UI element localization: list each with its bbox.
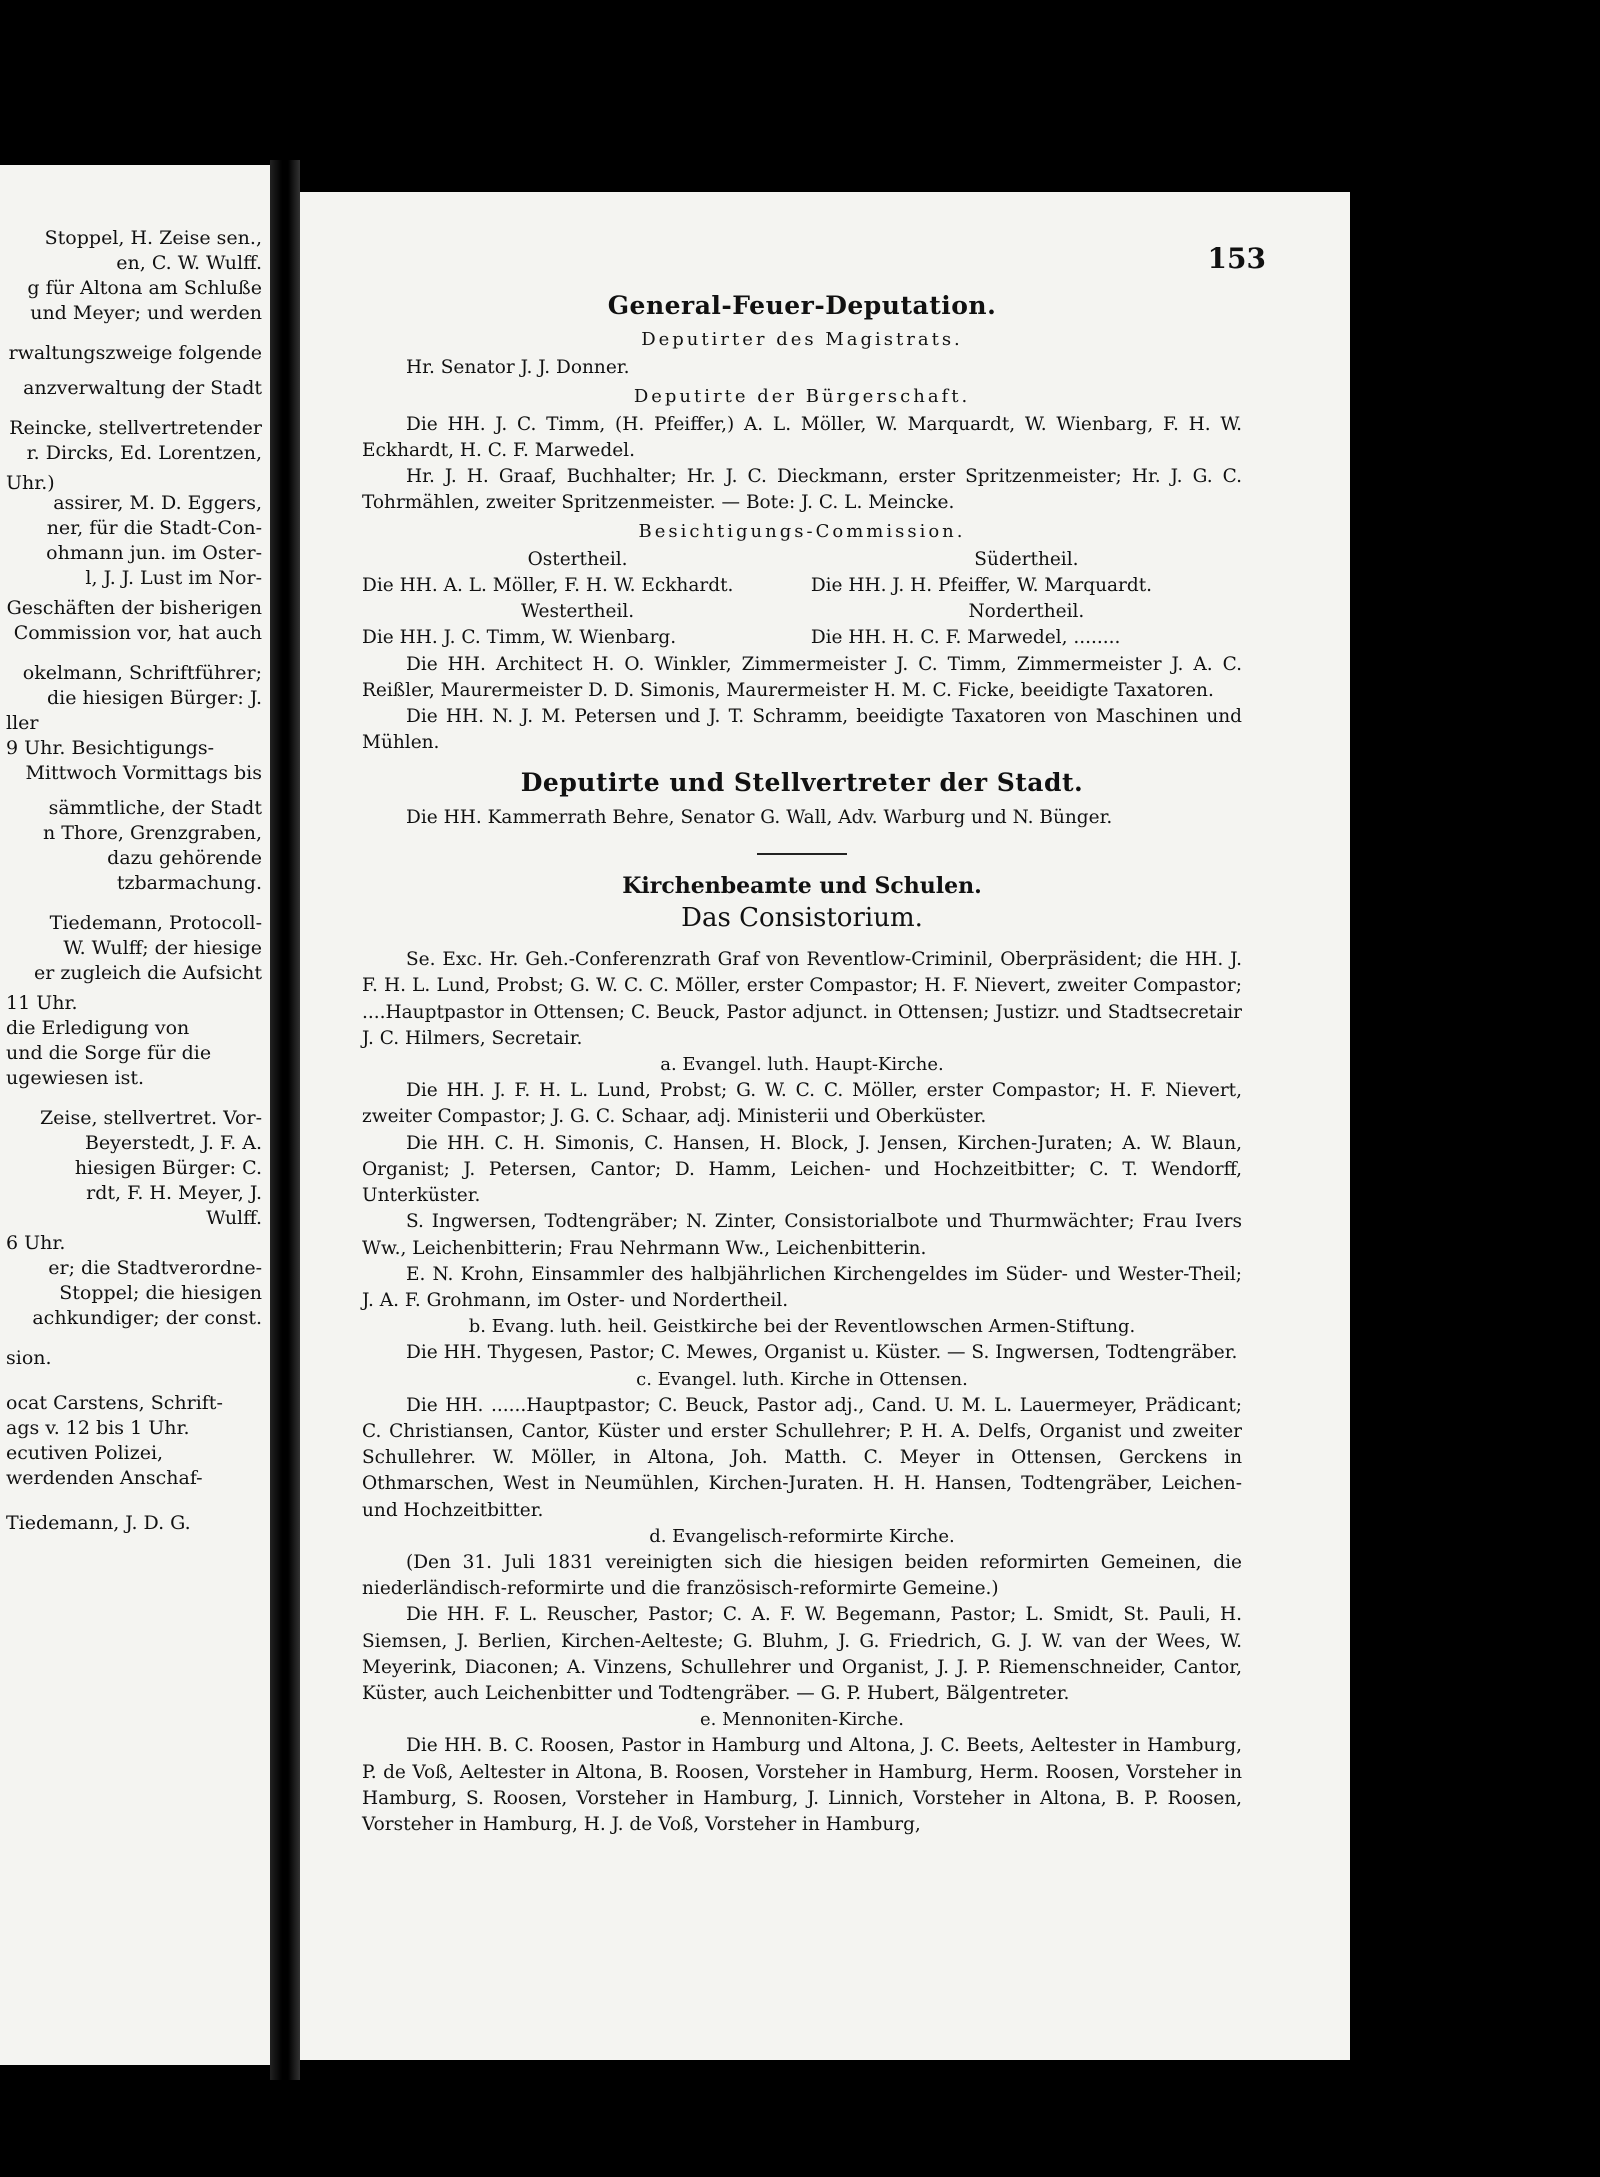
- left-page-line: rdt, F. H. Meyer, J.: [86, 1182, 262, 1204]
- section-divider: [757, 853, 847, 855]
- book-gutter: [270, 160, 300, 2080]
- district-head: Südertheil.: [974, 548, 1079, 570]
- paragraph: Die HH. F. L. Reuscher, Pastor; C. A. F. W. Begemann, Pastor; L. Smidt, St. Pauli, H. Siemsen, J. Berlien, Kirchen-Aelteste; G. Bluhm, J. G. Friedrich, G. J. W. van der Wees, W. Meyerink, Diaconen; A. Vinzens, Schullehrer und Organist, J. J. P. Riemenschneider, Cantor, Küster, auch Leichenbitter und Todtengräber. — G. P. Hubert, Bälgentreter.: [362, 1604, 1242, 1704]
- paragraph: Die HH. Architect H. O. Winkler, Zimmermeister J. C. Timm, Zimmermeister J. A. C. Reißler, Maurermeister D. D. Simonis, Maurermeister H. M. C. Ficke, beeidigte Taxatoren.: [362, 653, 1242, 701]
- left-page-line: Wulff.: [206, 1207, 262, 1229]
- section-title-deputirte: Deputirte und Stellvertreter der Stadt.: [520, 768, 1084, 798]
- left-page-line: ller: [6, 712, 39, 734]
- left-page-line: 11 Uhr.: [6, 992, 78, 1014]
- left-page-line: Commission vor, hat auch: [13, 622, 262, 644]
- district-columns: [362, 547, 1242, 652]
- paragraph: Die HH. Kammerrath Behre, Senator G. Wall, Adv. Warburg und N. Bünger.: [406, 806, 1113, 828]
- left-page-line: achkundiger; der const.: [32, 1307, 262, 1329]
- paragraph: Die HH. J. C. Timm, (H. Pfeiffer,) A. L. Möller, W. Marquardt, W. Wienbarg, F. H. W. Eckhardt, H. C. F. Marwedel.: [362, 413, 1242, 462]
- paragraph: Hr. J. H. Graaf, Buchhalter; Hr. J. C. Dieckmann, erster Spritzenmeister; Hr. J. G. C. Tohrmählen, zweiter Spritzenmeister. — Bote: J. C. L. Meincke.: [362, 466, 1242, 514]
- church-heading-e: e. Mennoniten-Kirche.: [700, 1709, 904, 1731]
- paragraph: Die HH. Thygesen, Pastor; C. Mewes, Organist u. Küster. — S. Ingwersen, Todtengräber.: [406, 1342, 1238, 1364]
- section-title-kirchen: Kirchenbeamte und Schulen.: [622, 872, 982, 899]
- paragraph: Die HH. N. J. M. Petersen und J. T. Schramm, beeidigte Taxatoren von Maschinen und Mühlen.: [362, 706, 1242, 754]
- left-page-line: Stoppel, H. Zeise sen.,: [44, 227, 262, 249]
- paragraph: Hr. Senator J. J. Donner.: [406, 357, 630, 379]
- left-page-line: r. Dircks, Ed. Lorentzen,: [26, 442, 262, 464]
- left-page-line: sämmtliche, der Stadt: [48, 797, 262, 819]
- left-page-line: g für Altona am Schluße: [27, 277, 262, 299]
- left-page-line: ocat Carstens, Schrift-: [6, 1392, 223, 1414]
- paragraph: Die HH. J. F. H. L. Lund, Probst; G. W. C. C. Möller, erster Compastor; H. F. Nievert, zweiter Compastor; J. G. C. Schaar, adj. Ministerii und Oberküster.: [362, 1080, 1242, 1128]
- left-page: [0, 165, 270, 2065]
- left-page-line: n Thore, Grenzgraben,: [42, 822, 262, 844]
- left-page-line: anzverwaltung der Stadt: [23, 377, 262, 399]
- right-page: [300, 192, 1350, 2060]
- left-page-line: Tiedemann, Protocoll-: [49, 912, 262, 934]
- left-page-line: werdenden Anschaf-: [6, 1467, 203, 1489]
- left-page-line: Mittwoch Vormittags bis: [25, 762, 262, 784]
- left-page-line: und Meyer; und werden: [30, 302, 262, 324]
- left-page-line: Uhr.): [6, 472, 55, 494]
- left-page-line: die Erledigung von: [6, 1017, 190, 1039]
- paragraph: Die HH. ......Hauptpastor; C. Beuck, Pastor adj., Cand. U. M. L. Lauermeyer, Prädicant; C. Christiansen, Cantor, Küster und erster Schullehrer; P. H. A. Delfs, Organist und zweiter Schullehrer. W. Möller, in Altona, Joh. Matth. C. Meyer in Ottensen, Gerckens in Othmarschen, West in Neumühlen, Kirchen-Juraten. H. H. Hansen, Todtengräber, Leichen- und Hochzeitbitter.: [362, 1394, 1242, 1521]
- left-page-line: tzbarmachung.: [116, 872, 262, 894]
- left-page-line: assirer, M. D. Eggers,: [53, 492, 262, 514]
- left-page-line: die hiesigen Bürger: J.: [47, 687, 262, 709]
- left-page-line: Tiedemann, J. D. G.: [6, 1512, 191, 1534]
- paragraph: Die HH. C. H. Simonis, C. Hansen, H. Block, J. Jensen, Kirchen-Juraten; A. W. Blaun, Organist; J. Petersen, Cantor; D. Hamm, Leichen- und Hochzeitbitter; C. T. Wendorff, Unterküster.: [362, 1132, 1242, 1207]
- left-page-line: und die Sorge für die: [6, 1042, 212, 1064]
- left-page-line: er; die Stadtverordne-: [48, 1257, 262, 1279]
- paragraph: E. N. Krohn, Einsammler des halbjährlichen Kirchengeldes im Süder- und Wester-Theil; J. A. F. Grohmann, im Oster- und Nordertheil.: [362, 1263, 1242, 1311]
- subheading-magistrat: Deputirter des Magistrats.: [641, 329, 963, 351]
- left-page-line: en, C. W. Wulff.: [116, 252, 262, 274]
- paragraph: Die HH. B. C. Roosen, Pastor in Hamburg und Altona, J. C. Beets, Aeltester in Hamburg, P. de Voß, Aeltester in Altona, B. Roosen, Vorsteher in Hamburg, Herm. Roosen, Vorsteher in Hamburg, S. Roosen, Vorsteher in Hamburg, J. Linnich, Vorsteher in Altona, B. P. Roosen, Vorsteher in Hamburg, H. J. de Voß, Vorsteher in Hamburg,: [362, 1735, 1242, 1835]
- left-page-line: W. Wulff; der hiesige: [63, 937, 262, 959]
- district-members: Die HH. A. L. Möller, F. H. W. Eckhardt.: [362, 575, 734, 597]
- paragraph: S. Ingwersen, Todtengräber; N. Zinter, Consistorialbote und Thurmwächter; Frau Ivers Ww., Leichenbitterin; Frau Nehrmann Ww., Leichenbitterin.: [362, 1211, 1242, 1259]
- left-page-line: ner, für die Stadt-Con-: [46, 517, 262, 539]
- left-page-line: dazu gehörende: [107, 847, 262, 869]
- page-content: [362, 287, 1242, 1838]
- left-page-line: Reincke, stellvertretender: [9, 417, 262, 439]
- page-number: 153: [1207, 242, 1266, 275]
- district-head: Nordertheil.: [968, 601, 1085, 623]
- left-page-line: sion.: [6, 1347, 52, 1369]
- district-members: Die HH. H. C. F. Marwedel, ........: [810, 627, 1121, 649]
- section-title-feuer-deputation: General-Feuer-Deputation.: [607, 291, 997, 320]
- subheading-consistorium: Das Consistorium.: [681, 903, 923, 934]
- paragraph: Se. Exc. Hr. Geh.-Conferenzrath Graf von Reventlow-Criminil, Oberpräsident; die HH. J. F. H. L. Lund, Probst; G. W. C. C. Möller, erster Compastor; H. F. Nievert, zweiter Compastor; ....Hauptpastor in Ottensen; C. Beuck, Pastor adjunct. in Ottensen; Justizr. und Stadtsecretair J. C. Hilmers, Secretair.: [362, 949, 1242, 1049]
- district-members: Die HH. J. C. Timm, W. Wienbarg.: [362, 627, 677, 649]
- church-heading-d: d. Evangelisch-reformirte Kirche.: [649, 1525, 955, 1547]
- church-heading-a: a. Evangel. luth. Haupt-Kirche.: [660, 1054, 944, 1076]
- left-page-line: Geschäften der bisherigen: [6, 597, 262, 619]
- subheading-besichtigung: Besichtigungs-Commission.: [638, 520, 966, 542]
- subheading-buergerschaft: Deputirte der Bürgerschaft.: [633, 385, 971, 407]
- left-page-line: ecutiven Polizei,: [6, 1442, 164, 1464]
- left-page-line: Stoppel; die hiesigen: [59, 1282, 262, 1304]
- district-members: Die HH. J. H. Pfeiffer, W. Marquardt.: [810, 575, 1153, 597]
- left-page-line: Zeise, stellvertret. Vor-: [39, 1107, 262, 1129]
- left-page-line: okelmann, Schriftführer;: [22, 662, 262, 684]
- left-page-line: hiesigen Bürger: C.: [74, 1157, 262, 1179]
- district-head: Ostertheil.: [527, 548, 628, 570]
- district-column-right: [811, 547, 1242, 652]
- church-heading-b: b. Evang. luth. heil. Geistkirche bei der Reventlowschen Armen-Stiftung.: [468, 1316, 1136, 1338]
- district-head: Westertheil.: [521, 601, 635, 623]
- paragraph: (Den 31. Juli 1831 vereinigten sich die hiesigen beiden reformirten Gemeinen, die niederländisch-reformirte und die französisch-reformirte Gemeine.): [362, 1551, 1242, 1600]
- district-column-left: [362, 547, 793, 652]
- left-page-line: ohmann jun. im Oster-: [46, 542, 262, 564]
- left-page-line: l, J. J. Lust im Nor-: [85, 567, 262, 589]
- left-page-line: rwaltungszweige folgende: [8, 342, 262, 364]
- left-page-line: ags v. 12 bis 1 Uhr.: [6, 1417, 190, 1439]
- left-page-line: er zugleich die Aufsicht: [34, 962, 262, 984]
- left-page-line: ugewiesen ist.: [6, 1067, 145, 1089]
- church-heading-c: c. Evangel. luth. Kirche in Ottensen.: [636, 1368, 968, 1390]
- left-page-line: 9 Uhr. Besichtigungs-: [6, 737, 215, 759]
- left-page-line: 6 Uhr.: [6, 1232, 66, 1254]
- left-page-line: Beyerstedt, J. F. A.: [84, 1132, 262, 1154]
